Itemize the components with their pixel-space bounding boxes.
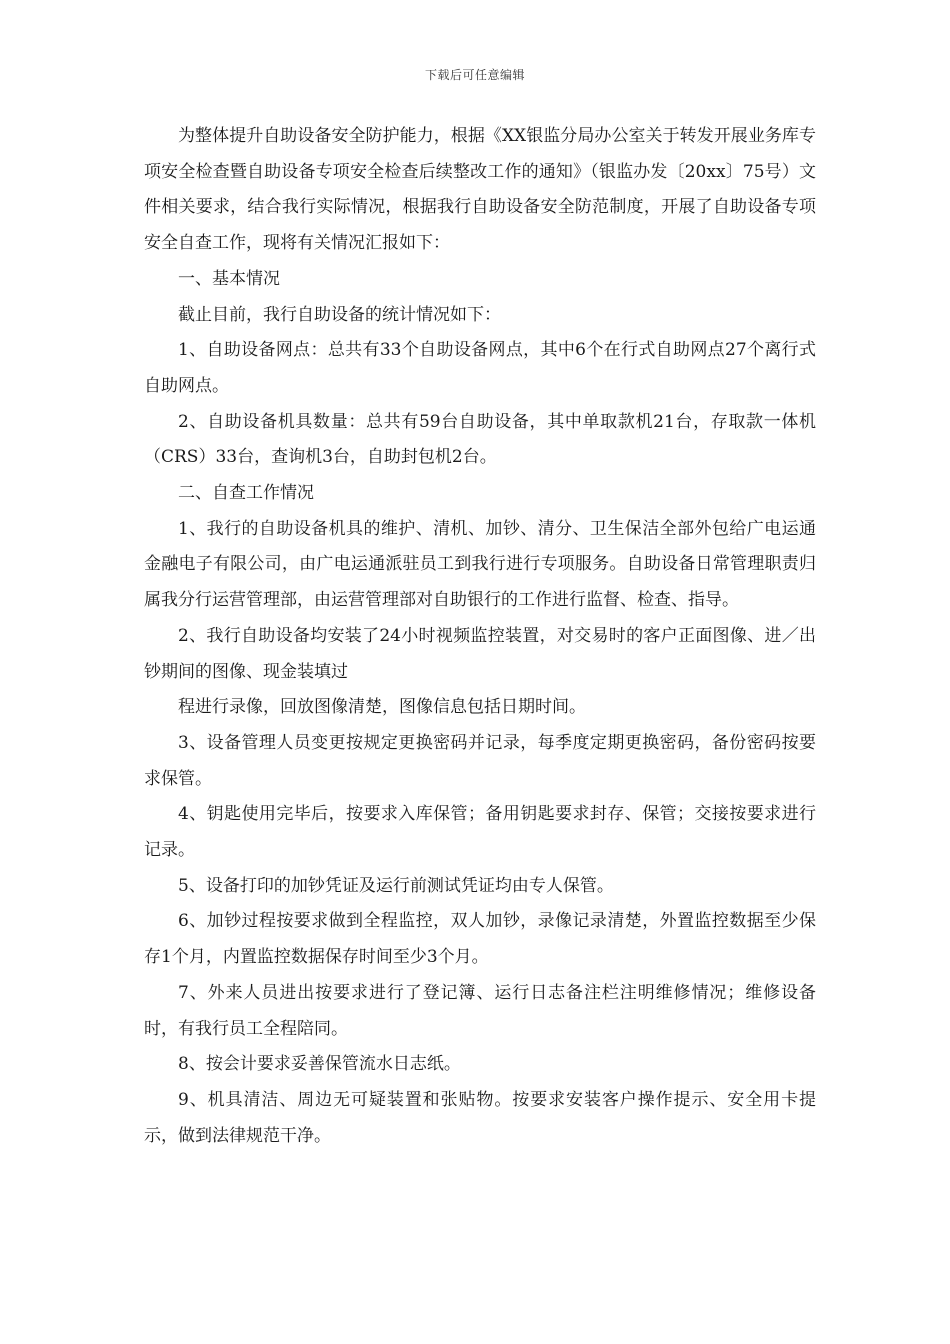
paragraph-inspection-1: 1、我行的自助设备机具的维护、清机、加钞、清分、卫生保洁全部外包给广电运通金融电子有限公司，由广电运通派驻员工到我行进行专项服务。自助设备日常管理职责归属我分行运营管理部，由运营管理部对自助银行的工作进行监督、检查、指导。 <box>144 518 816 611</box>
paragraph-statistics-intro: 截止目前，我行自助设备的统计情况如下： <box>178 304 501 325</box>
page-header-note: 下载后可任意编辑 <box>424 68 525 82</box>
paragraph-inspection-2-continued: 程进行录像，回放图像清楚，图像信息包括日期时间。 <box>178 697 586 718</box>
paragraph-inspection-7: 7、外来人员进出按要求进行了登记簿、运行日志备注栏注明维修情况；维修设备时，有我行员工全程陪同。 <box>144 982 816 1039</box>
paragraph-inspection-5: 5、设备打印的加钞凭证及运行前测试凭证均由专人保管。 <box>178 875 614 896</box>
paragraph-inspection-3: 3、设备管理人员变更按规定更换密码并记录，每季度定期更换密码，备份密码按要求保管。 <box>144 732 816 789</box>
section-heading-basic-situation: 一、基本情况 <box>178 268 280 289</box>
paragraph-item-1: 1、自助设备网点：总共有33个自助设备网点，其中6个在行式自助网点27个离行式自助网点。 <box>144 340 816 396</box>
paragraph-inspection-8: 8、按会计要求妥善保管流水日志纸。 <box>178 1054 461 1075</box>
paragraph-inspection-4: 4、钥匙使用完毕后，按要求入库保管；备用钥匙要求封存、保管；交接按要求进行记录。 <box>144 804 816 861</box>
paragraph-inspection-2: 2、我行自助设备均安装了24小时视频监控装置，对交易时的客户正面图像、进／出钞期间的图像、现金装填过 <box>144 625 816 682</box>
document-body <box>144 119 816 1154</box>
paragraph-inspection-9: 9、机具清洁、周边无可疑装置和张贴物。按要求安装客户操作提示、安全用卡提示，做到法律规范干净。 <box>144 1089 816 1146</box>
paragraph-intro: 为整体提升自助设备安全防护能力，根据《XX银监分局办公室关于转发开展业务库专项安全检查暨自助设备专项安全检查后续整改工作的通知》（银监办发〔20xx〕75号）文件相关要求，结合我行实际情况，根据我行自助设备安全防范制度，开展了自助设备专项安全自查工作，现将有关情况汇报如下： <box>144 126 816 254</box>
section-heading-self-inspection: 二、自查工作情况 <box>178 483 314 504</box>
paragraph-item-2: 2、自助设备机具数量：总共有59台自助设备，其中单取款机21台，存取款一体机（CRS）33台，查询机3台，自助封包机2台。 <box>144 411 816 468</box>
paragraph-inspection-6: 6、加钞过程按要求做到全程监控，双人加钞，录像记录清楚，外置监控数据至少保存1个月，内置监控数据保存时间至少3个月。 <box>144 911 816 968</box>
